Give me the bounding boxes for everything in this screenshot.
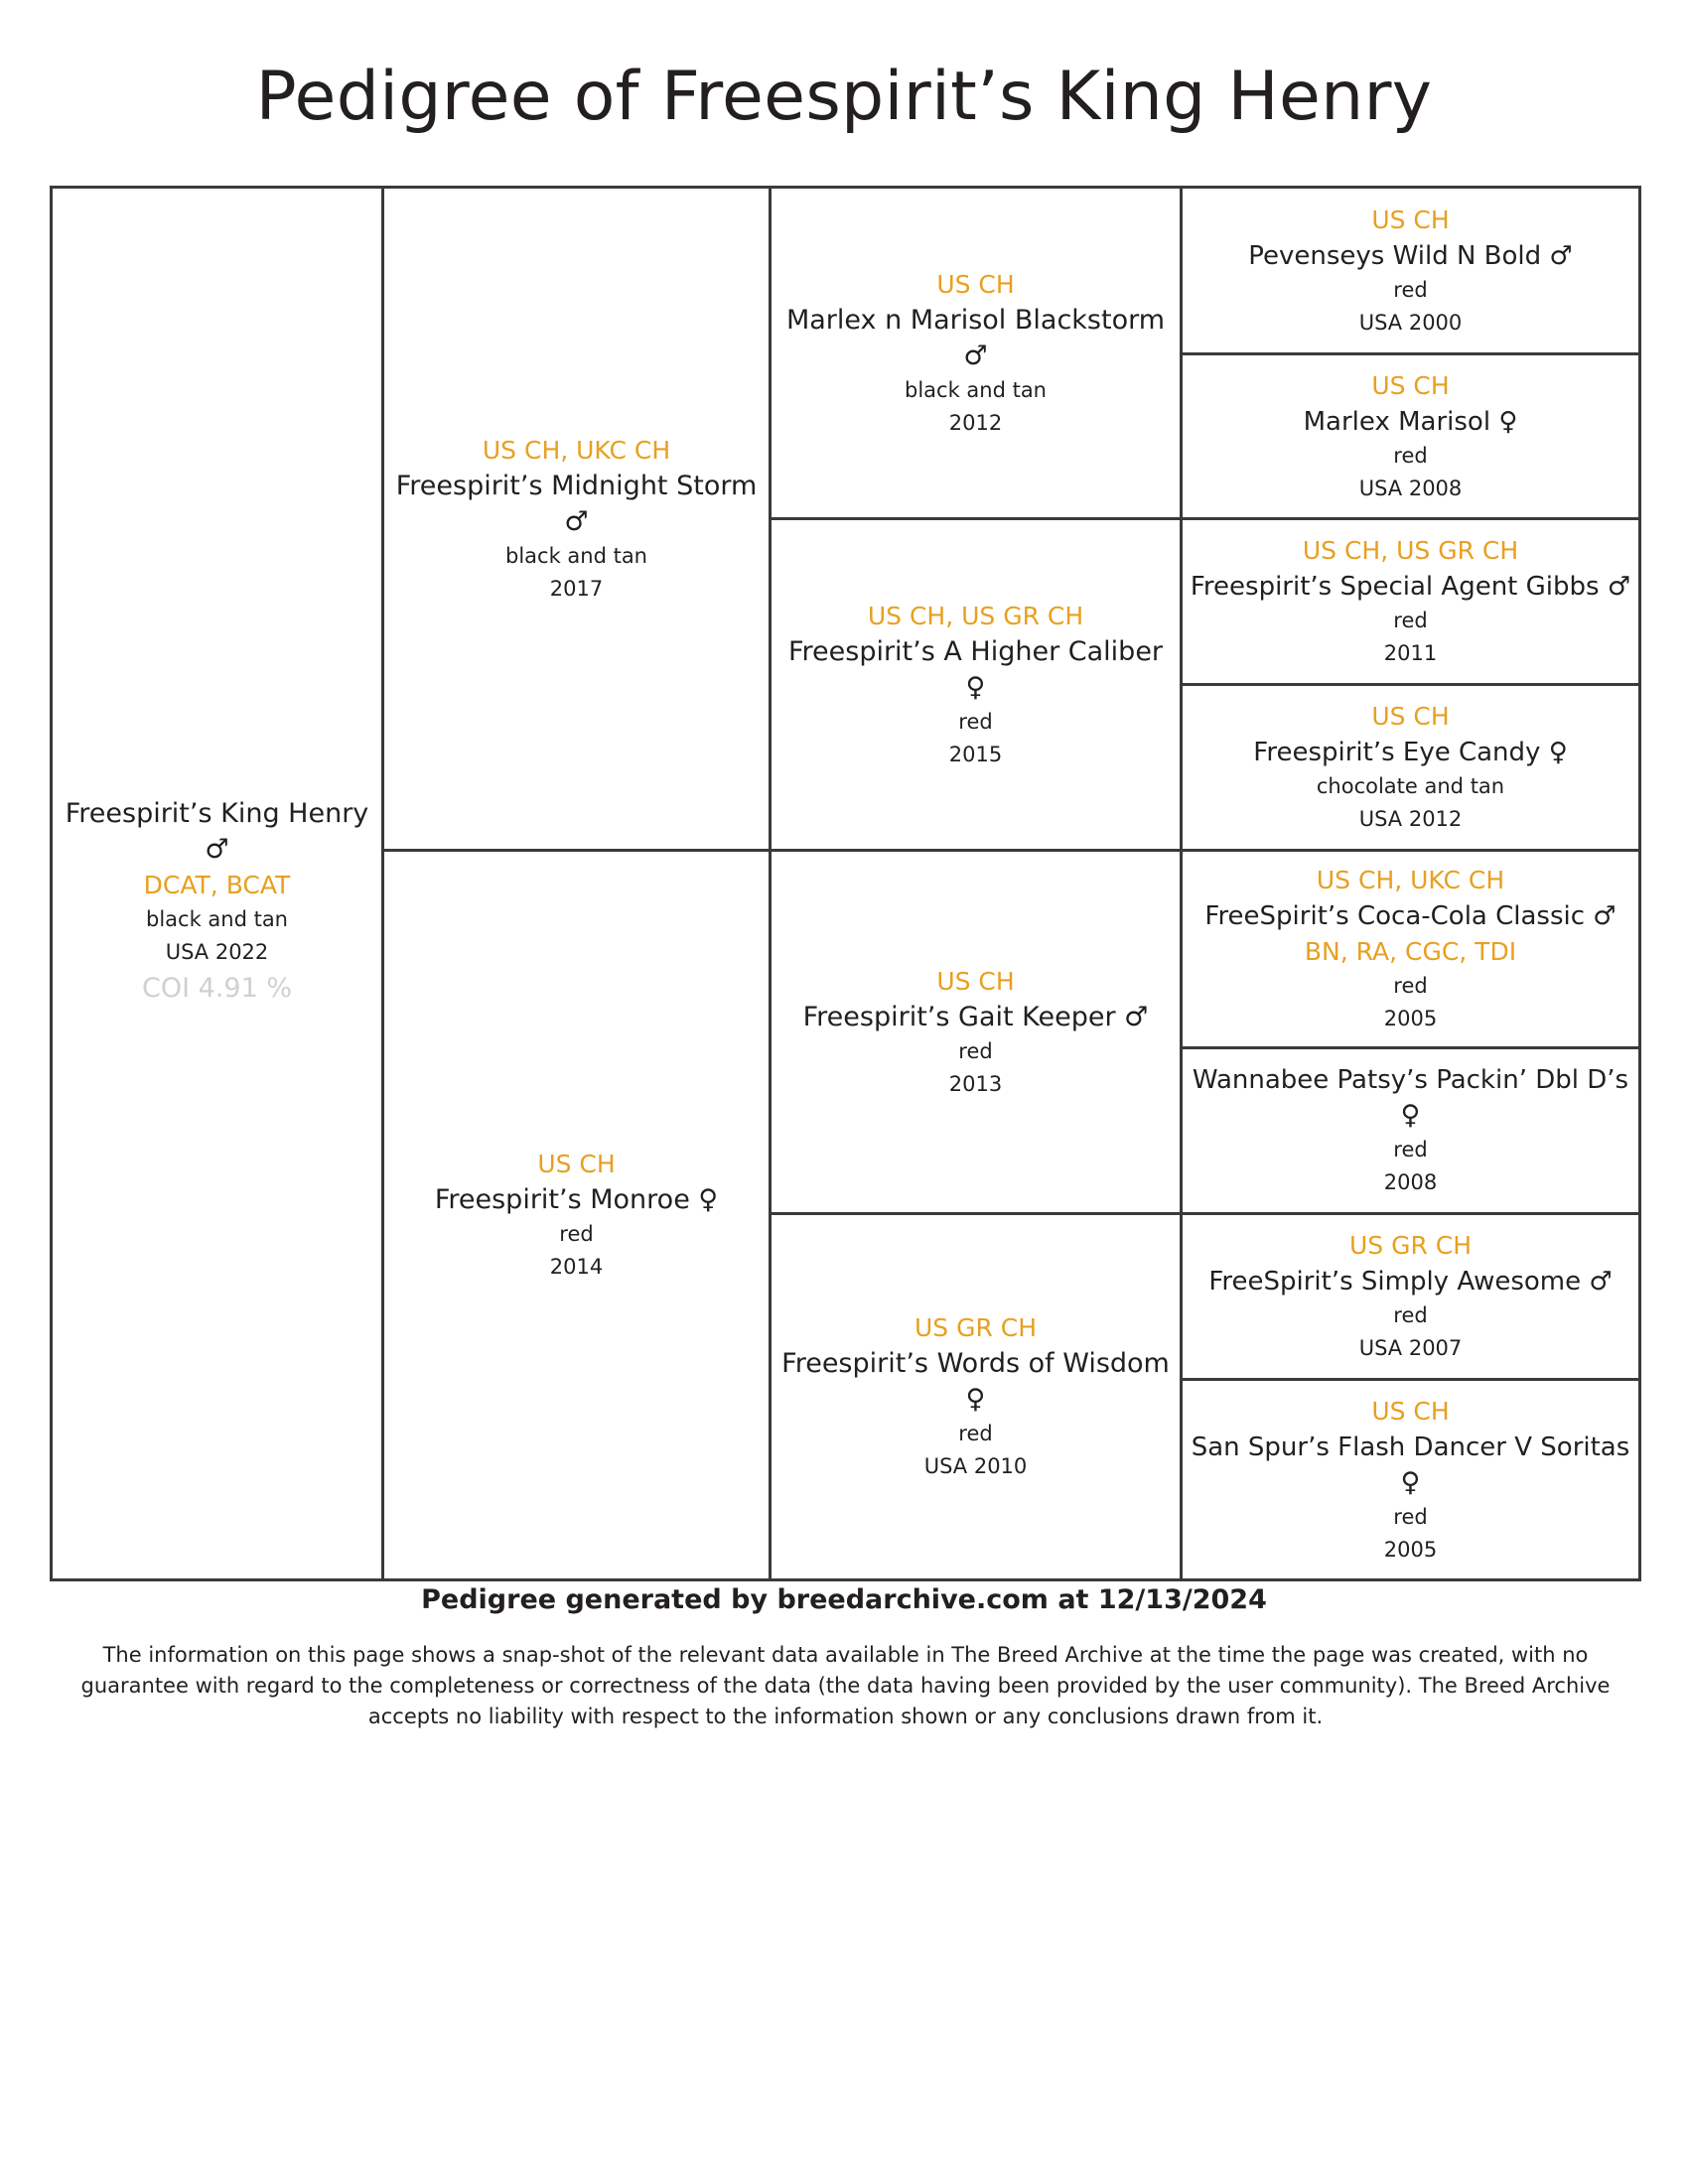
dog-born: 2013 (948, 1071, 1003, 1096)
dog-titles: US CH (936, 269, 1015, 299)
dog-born: 2012 (948, 410, 1003, 435)
great-grandparent-cell[interactable] (1183, 520, 1638, 683)
dog-color: red (1393, 1504, 1428, 1529)
great-grandparent-cell[interactable] (1183, 355, 1638, 517)
dog-born: USA 2010 (923, 1454, 1028, 1478)
dog-name[interactable]: Freespirit’s Monroe ♀ (434, 1184, 719, 1215)
dog-color: black and tan (504, 543, 647, 568)
dog-titles: US CH, UKC CH (1316, 866, 1505, 894)
grandparent-cell[interactable] (772, 852, 1180, 1212)
subject-coi: COI 4.91 % (141, 973, 292, 1004)
dog-color: chocolate and tan (1316, 774, 1505, 798)
dog-titles: US GR CH (1348, 1231, 1473, 1260)
dog-color: red (1393, 609, 1428, 632)
dog-titles: US CH (1371, 1396, 1450, 1426)
great-grandparent-cell[interactable] (1183, 1381, 1638, 1578)
dog-color: black and tan (904, 377, 1047, 402)
dog-titles: US CH, US GR CH (1302, 536, 1519, 565)
dog-color: red (958, 709, 993, 734)
great-grandparent-cell[interactable] (1183, 686, 1638, 849)
dog-color: red (958, 1038, 993, 1063)
dog-born: 2005 (1383, 1537, 1438, 1562)
male-symbol-icon: ♂ (564, 505, 589, 537)
dog-born: 2014 (549, 1255, 604, 1279)
dog-titles: US CH (1371, 205, 1450, 234)
grandparent-cell[interactable] (772, 520, 1180, 849)
dog-name[interactable]: Freespirit’s A Higher Caliber (787, 635, 1164, 667)
dog-color: red (1393, 1303, 1428, 1327)
dog-titles: US CH (1371, 702, 1450, 731)
subject-born: USA 2022 (165, 940, 269, 964)
dog-name[interactable]: Marlex Marisol ♀ (1303, 406, 1518, 437)
dog-name[interactable]: Freespirit’s Special Agent Gibbs ♂ (1190, 572, 1631, 602)
dog-name[interactable]: FreeSpirit’s Simply Awesome ♂ (1208, 1267, 1613, 1297)
dog-born: 2005 (1383, 1007, 1438, 1030)
dog-born: USA 2007 (1358, 1336, 1463, 1360)
subject-titles: DCAT, BCAT (143, 871, 291, 899)
pedigree-table (50, 186, 1641, 1581)
great-grandparent-cell[interactable] (1183, 1215, 1638, 1378)
dog-titles: US CH (537, 1150, 616, 1178)
dog-color: red (1393, 974, 1428, 998)
dog-born: USA 2008 (1358, 476, 1463, 500)
dog-color: red (1393, 1138, 1428, 1161)
dog-color: red (958, 1422, 993, 1445)
subject-cell[interactable] (53, 189, 381, 1578)
dog-name[interactable]: FreeSpirit’s Coca-Cola Classic ♂ (1204, 901, 1617, 931)
dog-name[interactable]: Pevenseys Wild N Bold ♂ (1248, 240, 1573, 271)
dog-born: 2011 (1383, 641, 1438, 665)
sire-cell[interactable] (384, 189, 769, 849)
great-grandparent-cell[interactable] (1183, 1049, 1638, 1212)
female-symbol-icon: ♀ (965, 1384, 986, 1415)
grandparent-cell[interactable] (772, 1215, 1180, 1578)
great-grandparent-cell[interactable] (1183, 852, 1638, 1046)
dog-name[interactable]: Freespirit’s Midnight Storm (395, 470, 758, 501)
dog-born: 2008 (1383, 1170, 1438, 1194)
dog-post-titles: BN, RA, CGC, TDI (1304, 937, 1517, 966)
dog-name[interactable]: Freespirit’s Gait Keeper ♂ (802, 1001, 1149, 1032)
dog-titles: US CH, US GR CH (867, 601, 1084, 630)
dog-color: red (1393, 277, 1428, 302)
dog-color: red (559, 1222, 594, 1246)
dog-titles: US CH, UKC CH (482, 435, 671, 465)
disclaimer-text: The information on this page shows a snap-shot of the relevant data available in The Breed Archive at the time the page was created, with no guarantee with regard to the completeness or correctness of the data (the data having been provided by the user community). The Breed Archive accepts no liability with respect to the information shown or any conclusions drawn from it. (80, 1643, 1611, 1728)
dog-name[interactable]: Marlex n Marisol Blackstorm (785, 304, 1166, 336)
dog-born: USA 2000 (1358, 310, 1463, 335)
female-symbol-icon: ♀ (1400, 1466, 1421, 1498)
dog-name[interactable]: San Spur’s Flash Dancer V Soritas (1191, 1432, 1630, 1462)
grandparent-cell[interactable] (772, 189, 1180, 517)
male-symbol-icon: ♂ (963, 340, 988, 371)
generated-by-text: Pedigree generated by breedarchive.com at 12/13/2024 (421, 1584, 1267, 1615)
subject-color: black and tan (145, 907, 288, 931)
dog-titles: US CH (936, 966, 1015, 996)
dog-born: 2015 (948, 742, 1003, 766)
male-symbol-icon: ♂ (205, 834, 229, 865)
dog-name[interactable]: Freespirit’s Eye Candy ♀ (1253, 738, 1568, 767)
dog-name[interactable]: Wannabee Patsy’s Packin’ Dbl D’s (1192, 1065, 1629, 1095)
page-title: Pedigree of Freespirit’s King Henry (255, 58, 1433, 136)
dam-cell[interactable] (384, 852, 769, 1578)
dog-name[interactable]: Freespirit’s Words of Wisdom (781, 1348, 1170, 1379)
dog-titles: US GR CH (914, 1313, 1038, 1342)
dog-titles: US CH (1371, 370, 1450, 400)
dog-born: USA 2012 (1358, 807, 1463, 831)
female-symbol-icon: ♀ (965, 671, 986, 703)
dog-born: 2017 (549, 576, 604, 601)
subject-name[interactable]: Freespirit’s King Henry (65, 798, 369, 829)
dog-color: red (1393, 443, 1428, 468)
female-symbol-icon: ♀ (1400, 1100, 1421, 1131)
great-grandparent-cell[interactable] (1183, 189, 1638, 352)
